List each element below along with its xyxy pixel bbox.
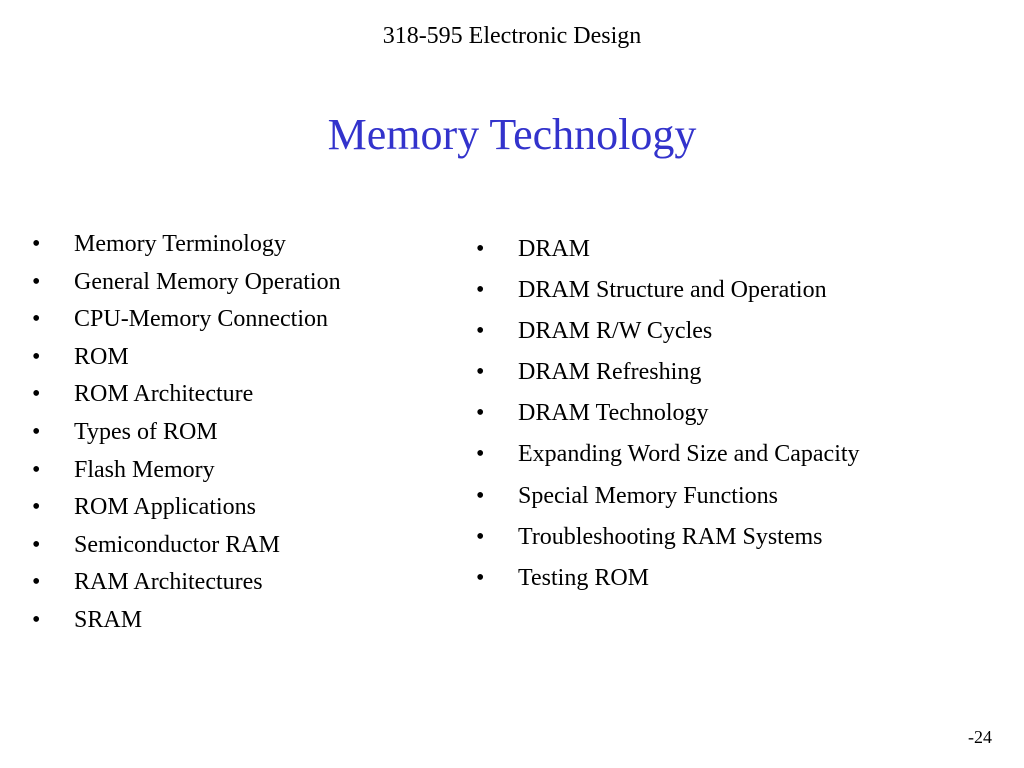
list-item-label: DRAM Structure and Operation (518, 277, 827, 304)
list-item (28, 376, 341, 414)
bullet-icon: • (476, 277, 485, 304)
list-item (472, 393, 860, 434)
list-item (472, 476, 860, 517)
bullet-icon: • (476, 400, 485, 427)
bullet-icon: • (32, 381, 41, 408)
list-item-label: Testing ROM (518, 564, 649, 591)
list-item-label: DRAM (518, 236, 591, 262)
list-item (28, 452, 341, 490)
list-item-label: ROM Architecture (74, 381, 254, 408)
bullet-icon: • (32, 343, 41, 370)
list-item (472, 558, 860, 599)
list-item (28, 226, 341, 264)
list-item-label: DRAM Technology (518, 400, 709, 427)
bullet-icon: • (32, 418, 41, 445)
list-item-label: DRAM R/W Cycles (518, 318, 713, 345)
list-item-label: General Memory Operation (74, 268, 341, 295)
list-item (28, 264, 341, 302)
list-item-label: Troubleshooting RAM Systems (518, 523, 823, 550)
right-topic-list (472, 229, 860, 599)
bullet-icon: • (476, 441, 485, 468)
list-item (472, 352, 860, 393)
list-item-label: Special Memory Functions (518, 482, 778, 509)
bullet-icon: • (476, 482, 485, 509)
list-item-label: ROM Applications (74, 494, 257, 521)
list-item (28, 339, 341, 377)
bullet-icon: • (476, 564, 485, 591)
list-item-label: RAM Architectures (74, 569, 263, 596)
list-item-label: ROM (74, 343, 129, 370)
bullet-icon: • (32, 231, 41, 257)
list-item (472, 311, 860, 352)
list-item (28, 602, 341, 640)
list-item (472, 434, 860, 475)
list-item (28, 527, 341, 565)
list-item-label: DRAM Refreshing (518, 359, 702, 386)
bullet-icon: • (476, 318, 485, 345)
bullet-icon: • (32, 569, 41, 596)
list-item (472, 270, 860, 311)
bullet-icon: • (476, 359, 485, 386)
bullet-icon: • (32, 531, 41, 558)
list-item-label: SRAM (74, 606, 143, 633)
bullet-icon: • (32, 306, 41, 333)
slide-title: Memory Technology (327, 110, 697, 159)
list-item (472, 517, 860, 558)
course-header: 318-595 Electronic Design (382, 23, 642, 49)
left-topic-list (28, 226, 341, 640)
bullet-icon: • (32, 456, 41, 483)
list-item (28, 301, 341, 339)
list-item-label: Expanding Word Size and Capacity (518, 441, 860, 468)
list-item-label: Flash Memory (74, 456, 215, 483)
bullet-icon: • (32, 268, 41, 295)
bullet-icon: • (32, 606, 41, 633)
list-item (28, 489, 341, 527)
list-item-label: CPU-Memory Connection (74, 306, 328, 333)
bullet-icon: • (476, 523, 485, 550)
list-item (472, 229, 860, 270)
list-item-label: Semiconductor RAM (74, 531, 280, 558)
list-item (28, 414, 341, 452)
list-item-label: Memory Terminology (74, 231, 286, 257)
list-item-label: Types of ROM (74, 418, 218, 445)
page-number: -24 (968, 727, 992, 747)
bullet-icon: • (476, 236, 485, 262)
bullet-icon: • (32, 494, 41, 521)
list-item (28, 564, 341, 602)
